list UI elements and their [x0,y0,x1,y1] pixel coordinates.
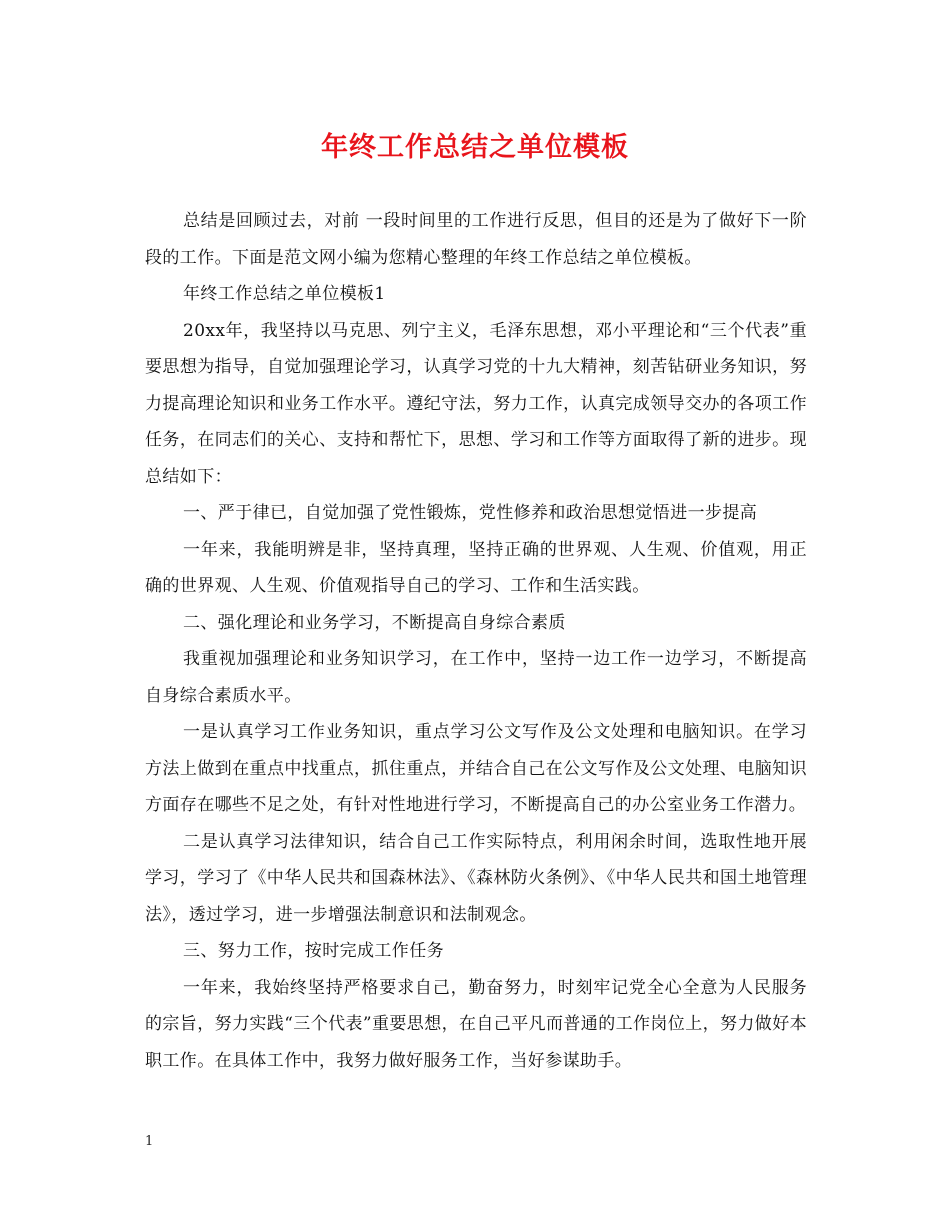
body-paragraph: 我重视加强理论和业务知识学习，在工作中，坚持一边工作一边学习，不断提高自身综合素质水平。 [145,649,807,706]
body-paragraph: 一是认真学习工作业务知识，重点学习公文写作及公文处理和电脑知识。在学习方法上做到在重点中找重点，抓住重点，并结合自己在公文写作及公文处理、电脑知识方面存在哪些不足之处，有针对性地进行学习，不断提高自己的办公室业务工作潜力。 [145,722,807,815]
body-paragraph: 一年来，我能明辨是非，坚持真理，坚持正确的世界观、人生观、价值观，用正确的世界观、人生观、价值观指导自己的学习、工作和生活实践。 [145,539,807,596]
body-paragraph: 一年来，我始终坚持严格要求自己，勤奋努力，时刻牢记党全心全意为人民服务的宗旨，努力实践“三个代表”重要思想，在自己平凡而普通的工作岗位上，努力做好本职工作。在具体工作中，我努力做好服务工作，当好参谋助手。 [145,977,807,1071]
section-heading-template-1: 年终工作总结之单位模板1 [183,284,386,304]
document-body [145,203,807,1079]
body-paragraph: 二是认真学习法律知识，结合自己工作实际特点，利用闲余时间，选取性地开展学习，学习了《中华人民共和国森林法》、《森林防火条例》、《中华人民共和国土地管理法》，透过学习，进一步增强法制意识和法制观念。 [145,831,807,925]
document-title: 年终工作总结之单位模板 [321,132,629,163]
intro-paragraph: 总结是回顾过去，对前 一段时间里的工作进行反思，但目的还是为了做好下一阶段的工作。下面是范文网小编为您精心整理的年终工作总结之单位模板。 [145,211,807,268]
section-heading-2: 二、强化理论和业务学习，不断提高自身综合素质 [183,612,566,633]
body-paragraph: 20xx年，我坚持以马克思、列宁主义，毛泽东思想，邓小平理论和“三个代表”重要思想为指导，自觉加强理论学习，认真学习党的十九大精神，刻苦钻研业务知识，努力提高理论知识和业务工作水平。遵纪守法，努力工作，认真完成领导交办的各项工作任务，在同志们的关心、支持和帮忙下，思想、学习和工作等方面取得了新的进步。现总结如下： [145,320,807,487]
section-heading-3: 三、努力工作，按时完成工作任务 [183,941,444,961]
section-heading-1: 一、严于律已，自觉加强了党性锻炼，党性修养和政治思想觉悟进一步提高 [183,503,758,523]
page-number: 1 [145,1134,154,1149]
